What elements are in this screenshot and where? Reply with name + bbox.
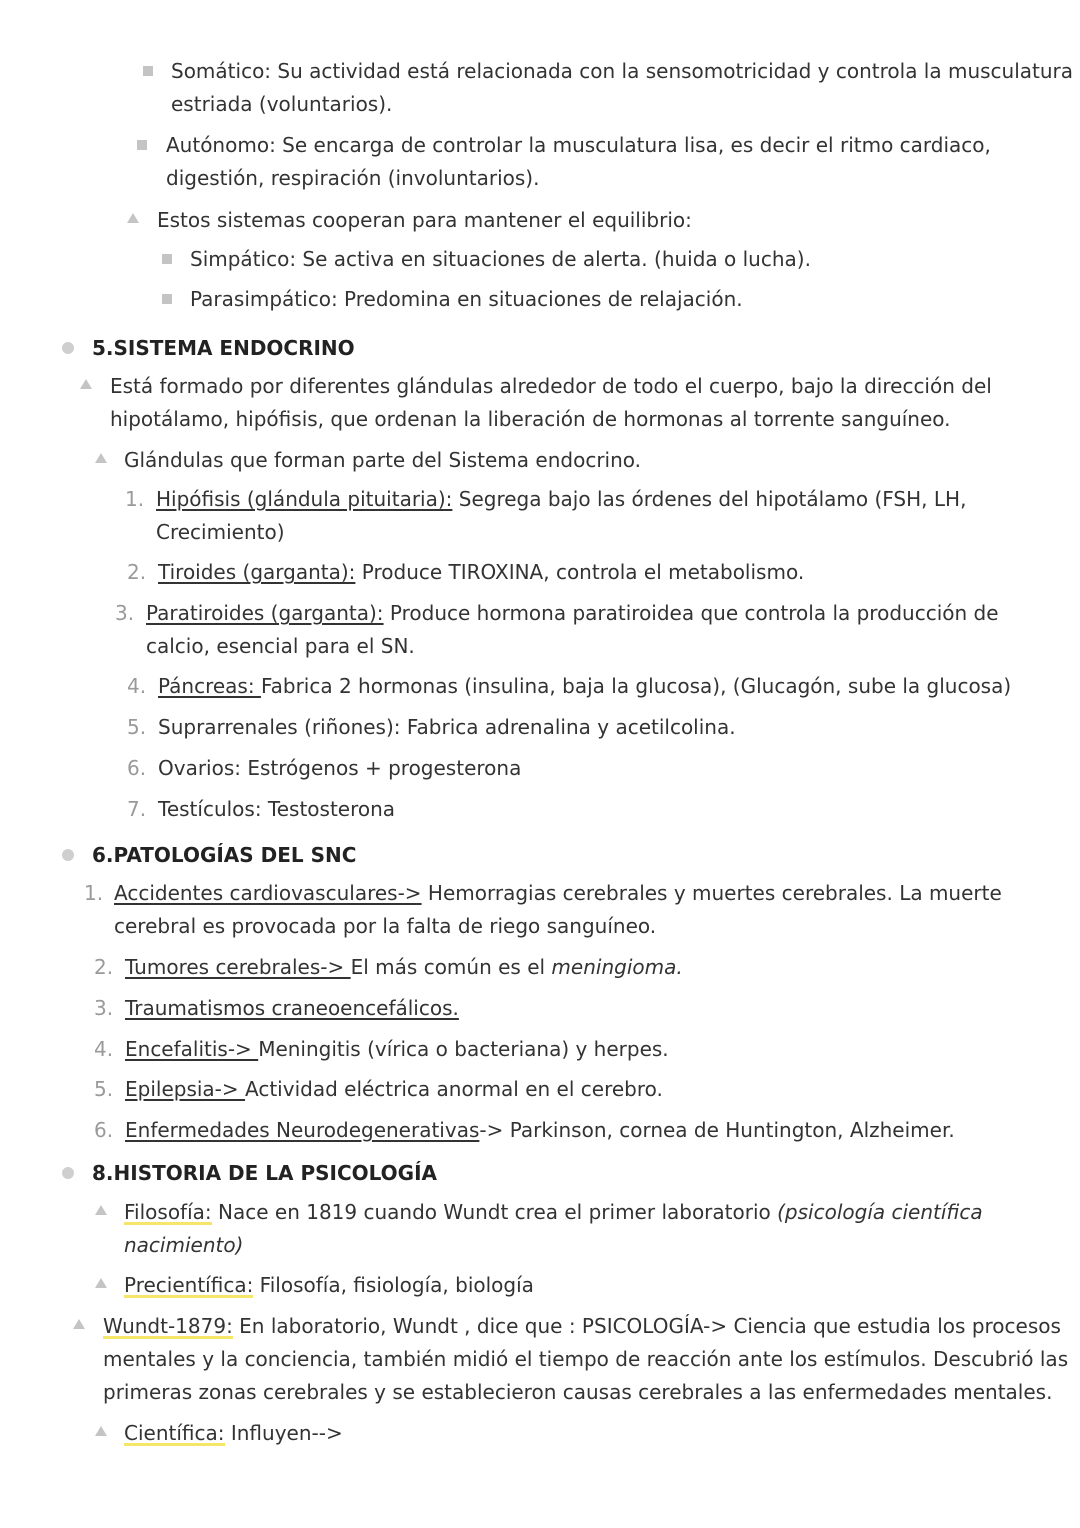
circle-bullet-icon	[62, 1167, 74, 1179]
list-item: Accidentes cardiovasculares-> Hemorragias cerebrales y muertes cerebrales. La muerte	[114, 881, 1002, 905]
list-number: 5.	[94, 1077, 114, 1101]
cooperan-line: Estos sistemas cooperan para mantener el equilibrio:	[157, 208, 692, 232]
cientifica-line: Científica: Influyen-->	[124, 1421, 343, 1445]
triangle-bullet-icon	[95, 1278, 107, 1288]
list-item: Testículos: Testosterona	[158, 797, 396, 821]
somatico-line-2: estriada (voluntarios).	[171, 92, 393, 116]
wundt-line: Wundt-1879: En laboratorio, Wundt , dice que : PSICOLOGÍA-> Ciencia que estudia los procesos	[103, 1314, 1061, 1338]
list-item: Hipófisis (glándula pituitaria): Segrega bajo las órdenes del hipotálamo (FSH, LH,	[156, 487, 967, 511]
list-item: Paratiroides (garganta): Produce hormona paratiroidea que controla la producción de	[146, 601, 999, 625]
section-heading-patologias: 6.PATOLOGÍAS DEL SNC	[92, 843, 357, 867]
endocrino-desc: Está formado por diferentes glándulas alrededor de todo el cuerpo, bajo la dirección del	[110, 374, 992, 398]
list-item-cont: cerebral es provocada por la falta de riego sanguíneo.	[114, 914, 657, 938]
somatico-line: Somático: Su actividad está relacionada con la sensomotricidad y controla la musculatura	[171, 59, 1074, 83]
square-bullet-icon	[137, 140, 147, 150]
circle-bullet-icon	[62, 849, 74, 861]
list-number: 1.	[125, 487, 145, 511]
list-number: 3.	[94, 996, 114, 1020]
list-number: 4.	[127, 674, 147, 698]
list-item: Suprarrenales (riñones): Fabrica adrenalina y acetilcolina.	[158, 715, 736, 739]
triangle-bullet-icon	[73, 1319, 85, 1329]
parasimpatico-line: Parasimpático: Predomina en situaciones de relajación.	[190, 287, 743, 311]
wundt-line-3: primeras zonas cerebrales y se establecieron causas cerebrales a las enfermedades mentales.	[103, 1380, 1053, 1404]
list-number: 6.	[94, 1118, 114, 1142]
simpatico-line: Simpático: Se activa en situaciones de alerta. (huida o lucha).	[190, 247, 811, 271]
list-item-cont: calcio, esencial para el SN.	[146, 634, 415, 658]
square-bullet-icon	[162, 294, 172, 304]
list-number: 6.	[127, 756, 147, 780]
list-item: Enfermedades Neurodegenerativas-> Parkinson, cornea de Huntington, Alzheimer.	[125, 1118, 955, 1142]
triangle-bullet-icon	[95, 453, 107, 463]
precientifica-line: Precientífica: Filosofía, fisiología, biología	[124, 1273, 534, 1297]
wundt-line-2: mentales y la conciencia, también midió el tiempo de reacción ante los estímulos. Descubrió las	[103, 1347, 1069, 1371]
list-item-cont: Crecimiento)	[156, 520, 285, 544]
square-bullet-icon	[162, 254, 172, 264]
glandulas-intro: Glándulas que forman parte del Sistema endocrino.	[124, 448, 642, 472]
circle-bullet-icon	[62, 342, 74, 354]
section-heading-historia: 8.HISTORIA DE LA PSICOLOGÍA	[92, 1161, 437, 1185]
filosofia-line: Filosofía: Nace en 1819 cuando Wundt crea el primer laboratorio (psicología científica	[124, 1200, 983, 1224]
list-item: Ovarios: Estrógenos + progesterona	[158, 756, 522, 780]
triangle-bullet-icon	[95, 1205, 107, 1215]
list-item: Tiroides (garganta): Produce TIROXINA, controla el metabolismo.	[158, 560, 805, 584]
triangle-bullet-icon	[127, 213, 139, 223]
list-number: 3.	[115, 601, 135, 625]
list-number: 7.	[127, 797, 147, 821]
filosofia-line-2: nacimiento)	[124, 1233, 244, 1257]
list-item: Tumores cerebrales-> El más común es el meningioma.	[125, 955, 683, 979]
list-number: 2.	[94, 955, 114, 979]
list-item: Epilepsia-> Actividad eléctrica anormal en el cerebro.	[125, 1077, 663, 1101]
list-number: 5.	[127, 715, 147, 739]
endocrino-desc-2: hipotálamo, hipófisis, que ordenan la liberación de hormonas al torrente sanguíneo.	[110, 407, 951, 431]
list-item: Páncreas: Fabrica 2 hormonas (insulina, baja la glucosa), (Glucagón, sube la glucosa)	[158, 674, 1012, 698]
list-number: 4.	[94, 1037, 114, 1061]
section-heading-endocrino: 5.SISTEMA ENDOCRINO	[92, 336, 355, 360]
autonomo-line: Autónomo: Se encarga de controlar la musculatura lisa, es decir el ritmo cardiaco,	[166, 133, 991, 157]
square-bullet-icon	[143, 66, 153, 76]
triangle-bullet-icon	[95, 1426, 107, 1436]
list-item: Encefalitis-> Meningitis (vírica o bacteriana) y herpes.	[125, 1037, 669, 1061]
list-item: Traumatismos craneoencefálicos.	[125, 996, 459, 1020]
autonomo-line-2: digestión, respiración (involuntarios).	[166, 166, 540, 190]
triangle-bullet-icon	[80, 379, 92, 389]
list-number: 1.	[84, 881, 104, 905]
list-number: 2.	[127, 560, 147, 584]
